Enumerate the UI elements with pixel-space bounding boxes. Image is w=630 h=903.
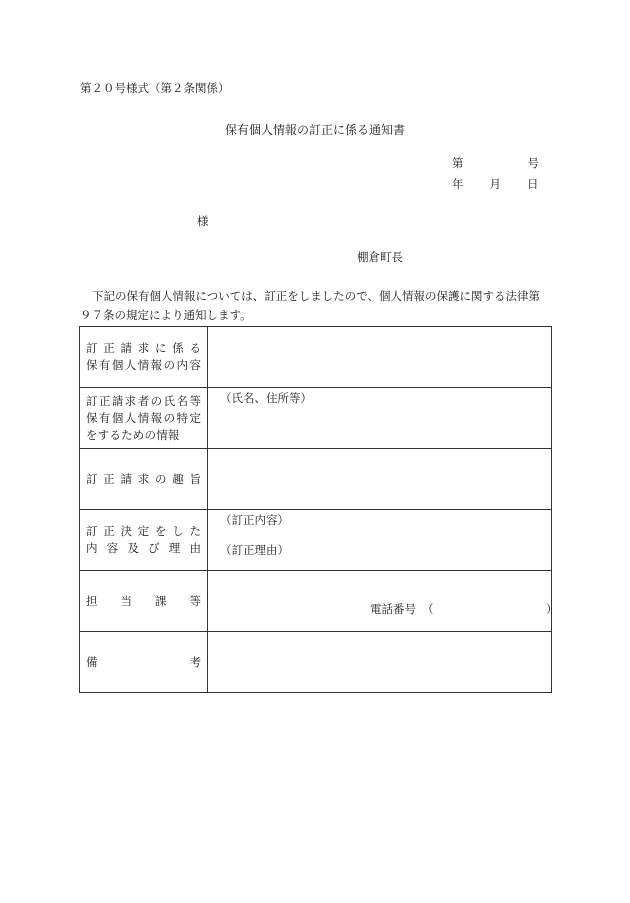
row-label-content (80, 327, 208, 388)
table-row (80, 510, 552, 571)
body-text (80, 287, 554, 325)
telephone-line (370, 601, 558, 617)
addressee: 様 (197, 214, 209, 228)
telephone-close-paren: ） (546, 602, 558, 616)
form-number: 第２０号様式（第２条関係） (80, 81, 230, 95)
requester-note: （氏名、住所等） (220, 391, 312, 405)
number-suffix: 号 (527, 156, 539, 170)
table-row (80, 449, 552, 510)
requester-field[interactable] (208, 388, 552, 449)
decision-content-note: （訂正内容） (220, 513, 289, 527)
row-label-purpose (80, 449, 208, 510)
department-field[interactable] (208, 571, 558, 632)
label-line: 訂 正 請 求 に 係 る (86, 341, 201, 355)
content-field[interactable] (208, 327, 552, 388)
label-line: 訂 正 決 定 を し た (86, 524, 201, 538)
row-label-requester (80, 388, 208, 449)
decision-reason-note: （訂正理由） (220, 543, 289, 557)
label-line: 保有個人情報の特定 (86, 410, 201, 425)
row-label-remarks (80, 632, 208, 693)
label-line: 訂 正 請 求 の 趣 旨 (86, 471, 201, 486)
number-prefix: 第 (452, 156, 464, 170)
issuer: 棚倉町長 (357, 250, 403, 264)
label-line: 内 容 及 び 理 由 (86, 541, 201, 555)
decision-field[interactable] (208, 510, 552, 571)
label-line: 担 当 課 等 (86, 593, 201, 608)
document-title: 保有個人情報の訂正に係る通知書 (224, 123, 405, 137)
label-line: 保有個人情報の内容 (86, 358, 201, 372)
date-year: 年 (452, 177, 464, 191)
date-month: 月 (489, 177, 501, 191)
date-day: 日 (527, 177, 539, 191)
document-number-line (452, 155, 539, 171)
telephone-label: 電話番号 (370, 602, 416, 616)
body-line-2: ９７条の規定により通知します。 (80, 308, 252, 322)
table-row (80, 571, 552, 632)
telephone-open-paren: （ (422, 602, 434, 616)
label-line: 訂正請求者の氏名等 (86, 393, 201, 408)
row-label-decision (80, 510, 208, 571)
purpose-field[interactable] (208, 449, 552, 510)
date-line (452, 176, 539, 192)
remarks-field[interactable] (208, 632, 552, 693)
body-line-1: 下記の保有個人情報については、訂正をしましたので、個人情報の保護に関する法律第 (92, 289, 541, 303)
info-table (79, 326, 558, 693)
label-line: をするための情報 (86, 427, 180, 442)
table-row (80, 632, 552, 693)
table-row (80, 388, 552, 449)
table-row (80, 327, 552, 388)
label-line: 備 考 (86, 654, 201, 669)
row-label-department (80, 571, 208, 632)
